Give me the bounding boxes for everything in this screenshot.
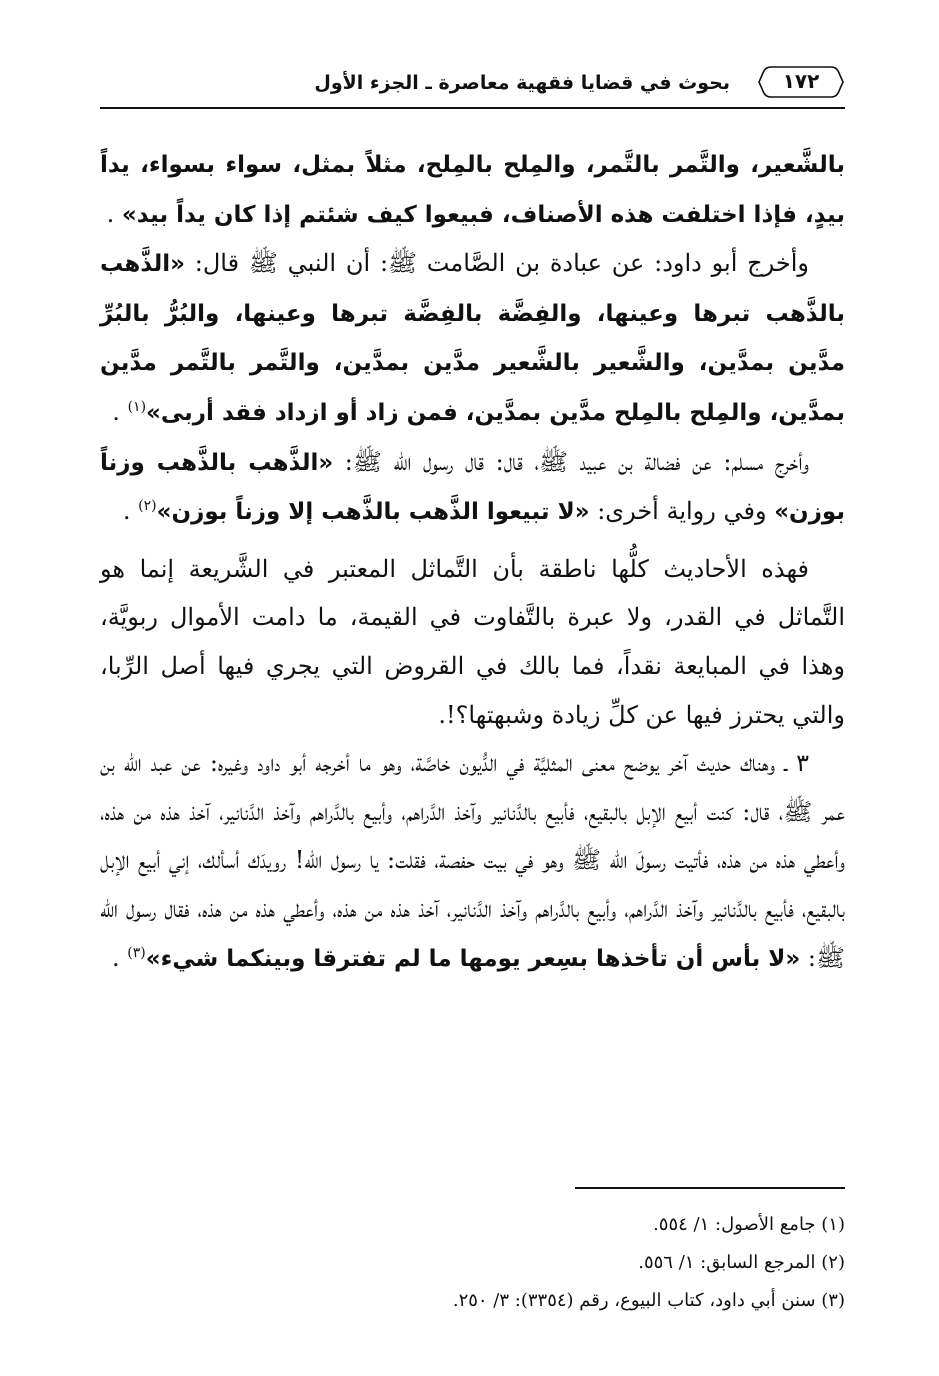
punctuation: . xyxy=(112,397,120,426)
footnote-ref[interactable]: (٢) xyxy=(138,498,157,515)
narration-text: ٣ ـ وهناك حديث آخر يوضح معنى المثليَّة في الدُّيون خاصَّة، وهو ما أخرجه أبو داود وغيره: عن عبد الله بن عمر ﷺ، قال: كنت أبيع الإبل بالبقيع، فأبيع بالدَّنانير وآخذ الدَّراهم، وأبيع بالدَّراهم وآخذ الدَّنانير، آخذ هذه من هذه، وأعطي هذه من هذه، فأتيت رسولَ الله ﷺ وهو في بيت حفصة، فقلت: يا رسول الله! رويدَك أسألك، إني أبيع الإبل بالبقيع، فأبيع بالدَّنانير وآخذ الدَّراهم، وأبيع بالدَّراهم وآخذ الدَّنانير، آخذ هذه من هذه، وأعطي هذه من هذه، فقال رسول الله ﷺ: xyxy=(100,749,845,972)
hadith-text: بالشَّعير، والتَّمر بالتَّمر، والمِلح بالمِلح، مثلاً بمثل، سواء بسواء، يداً بيدٍ، فإذا اختلفت هذه الأصناف، فبيعوا كيف شئتم إذا كان يداً بيد» xyxy=(100,152,845,228)
paragraph xyxy=(100,140,845,239)
hadith-text: «لا بأس أن تأخذها بسِعر يومها ما لم تفترقا وبينكما شيء» xyxy=(145,945,801,972)
footnote: (٢) المرجع السابق: ١/ ٥٥٦. xyxy=(638,1252,845,1273)
punctuation: . xyxy=(122,497,131,526)
running-title: بحوث في قضايا فقهية معاصرة ـ الجزء الأول xyxy=(314,72,730,94)
narration-intro: وأخرج أبو داود: عن عبادة بن الصَّامت ﷺ: أن النبي ﷺ قال: xyxy=(194,249,809,278)
footnote-divider xyxy=(575,1187,845,1189)
footnote-ref[interactable]: (١) xyxy=(127,398,147,415)
page-header xyxy=(100,60,845,110)
paragraph xyxy=(100,545,845,739)
hadith-text: «لا تبيعوا الذَّهب بالذَّهب إلا وزناً بوزن» xyxy=(156,499,590,526)
hadith-text: «الذَّهب بالذَّهب وزناً بوزن» xyxy=(100,449,845,526)
footnote-ref[interactable]: (٣) xyxy=(127,944,146,961)
main-text xyxy=(100,140,845,983)
page-number: ١٧٢ xyxy=(782,69,820,93)
footnote: (٣) سنن أبي داود، كتاب البيوع، رقم (٣٣٥٤): ٣/ ٢٥٠. xyxy=(452,1290,845,1311)
narration-connector: وفي رواية أخرى: xyxy=(597,497,767,526)
narration-intro: وأخرج مسلم: عن فضالة بن عبيد ﷺ، قال: قال رسول الله ﷺ: xyxy=(344,447,809,476)
footnote: (١) جامع الأصول: ١/ ٥٥٤. xyxy=(653,1214,845,1235)
page-number-badge xyxy=(757,63,845,101)
header-divider xyxy=(100,107,845,109)
paragraph xyxy=(100,239,845,437)
commentary-text: فهذه الأحاديث كلُّها ناطقة بأن التَّماثل المعتبر في الشَّريعة إنما هو التَّماثل في القدر، ولا عبرة بالتَّفاوت في القيمة، ما دامت الأموال ربويَّة، وهذا في المبايعة نقداً، فما بالك في القروض التي يجري فيها أصل الرِّبا، والتي يحترز فيها عن كلِّ زيادة وشبهتها؟!. xyxy=(100,554,845,729)
paragraph xyxy=(100,739,845,983)
paragraph xyxy=(100,438,845,537)
footnotes xyxy=(100,1206,845,1320)
punctuation: . xyxy=(112,943,120,972)
hadith-text: «الذَّهب بالذَّهب تبرها وعينها، والفِضَّة بالفِضَّة تبرها وعينها، والبُرُّ بالبُرِّ مدَّين بمدَّين، والشَّعير بالشَّعير مدَّين بمدَّين، والتَّمر بالتَّمر مدَّين بمدَّين، والمِلح بالمِلح مدَّين بمدَّين، فمن زاد أو ازداد فقد أربى» xyxy=(100,251,845,426)
punctuation: . xyxy=(106,199,115,228)
